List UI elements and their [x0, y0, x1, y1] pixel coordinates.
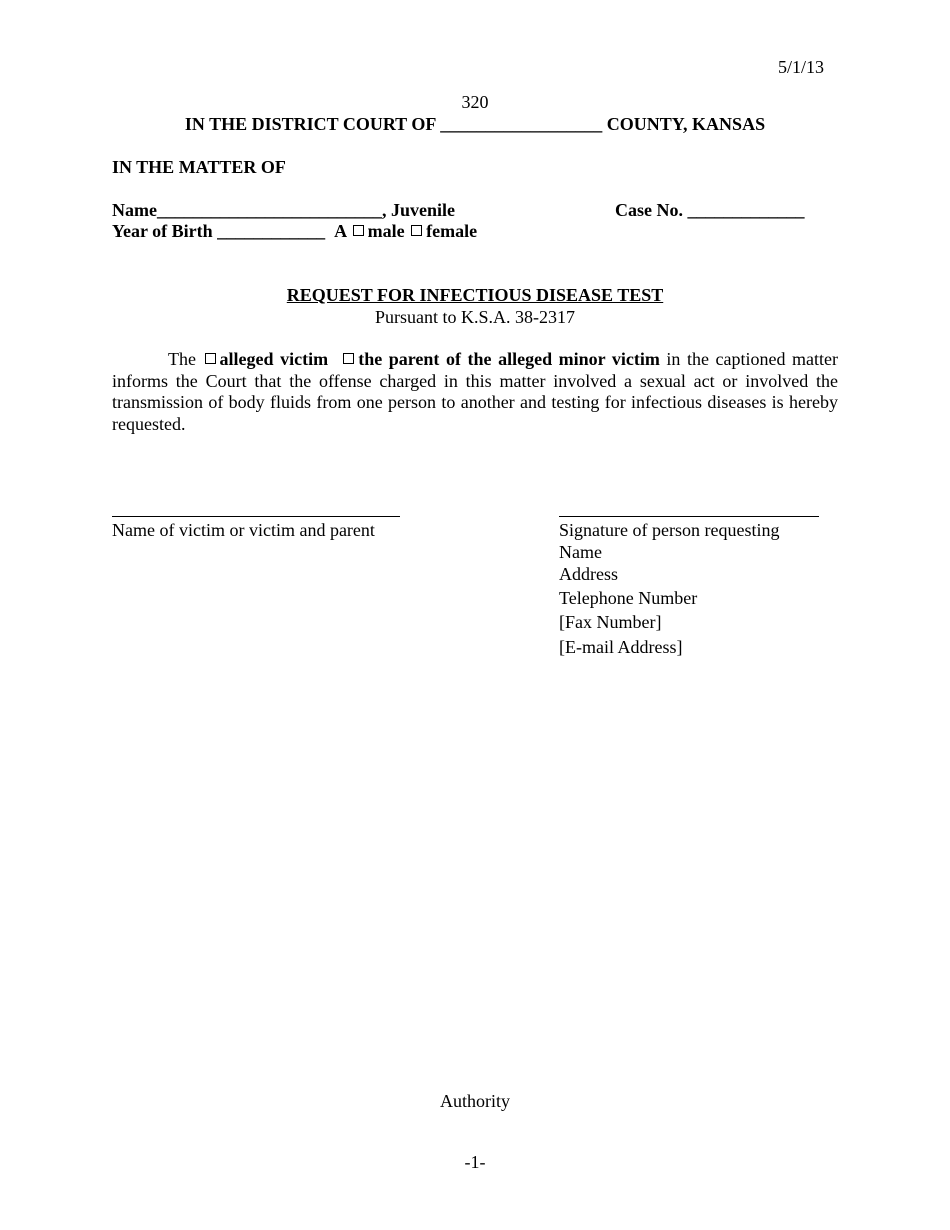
name-field[interactable]: _________________________ — [156, 200, 382, 220]
document-title: REQUEST FOR INFECTIOUS DISEASE TEST — [286, 285, 664, 305]
county-field[interactable]: __________________ — [440, 114, 603, 134]
requester-email-label: [E-mail Address] — [559, 637, 683, 657]
signature-line[interactable] — [559, 516, 819, 517]
form-date: 5/1/13 — [777, 57, 824, 77]
yob-field[interactable]: ____________ — [217, 221, 326, 241]
a-label: A — [334, 221, 347, 241]
requester-name-label: Name — [559, 542, 602, 562]
requester-fax-label: [Fax Number] — [559, 612, 662, 632]
juvenile-label: , Juvenile — [381, 200, 455, 220]
parent-label: the parent of the alleged minor victim — [358, 349, 660, 369]
victim-name-label: Name of victim or victim and parent — [112, 520, 375, 540]
document-subtitle: Pursuant to K.S.A. 38-2317 — [374, 307, 575, 327]
form-number: 320 — [461, 92, 489, 112]
request-paragraph — [112, 349, 838, 435]
alleged-victim-checkbox[interactable] — [205, 353, 216, 364]
name-row — [112, 200, 455, 221]
page-number: -1- — [464, 1152, 486, 1172]
case-number-field[interactable]: _____________ — [687, 200, 805, 220]
male-label: male — [367, 221, 405, 241]
body-text: in the captioned matter informs the Court that the offense charged in this matter involved a sexual act or involved the transmission of body fluids from one person to another and testing for infectious diseases is hereby requested. — [112, 349, 839, 434]
alleged-victim-label: alleged victim — [219, 349, 329, 369]
name-label: Name — [112, 200, 157, 220]
case-label: Case No. — [615, 200, 683, 220]
parent-checkbox[interactable] — [343, 353, 354, 364]
matter-heading: IN THE MATTER OF — [112, 157, 286, 177]
female-label: female — [426, 221, 478, 241]
yob-row — [112, 221, 477, 242]
yob-label: Year of Birth — [112, 221, 213, 241]
authority-label: Authority — [440, 1091, 510, 1111]
intro-text: The — [168, 349, 196, 369]
female-checkbox[interactable] — [411, 225, 422, 236]
court-suffix: COUNTY, KANSAS — [606, 114, 766, 134]
victim-name-line[interactable] — [112, 516, 400, 517]
male-checkbox[interactable] — [353, 225, 364, 236]
signature-label: Signature of person requesting — [559, 520, 780, 540]
requester-address-label: Address — [559, 564, 618, 584]
case-row — [615, 200, 805, 221]
requester-telephone-label: Telephone Number — [559, 588, 698, 608]
court-prefix: IN THE DISTRICT COURT OF — [184, 114, 436, 134]
court-heading — [0, 114, 950, 135]
